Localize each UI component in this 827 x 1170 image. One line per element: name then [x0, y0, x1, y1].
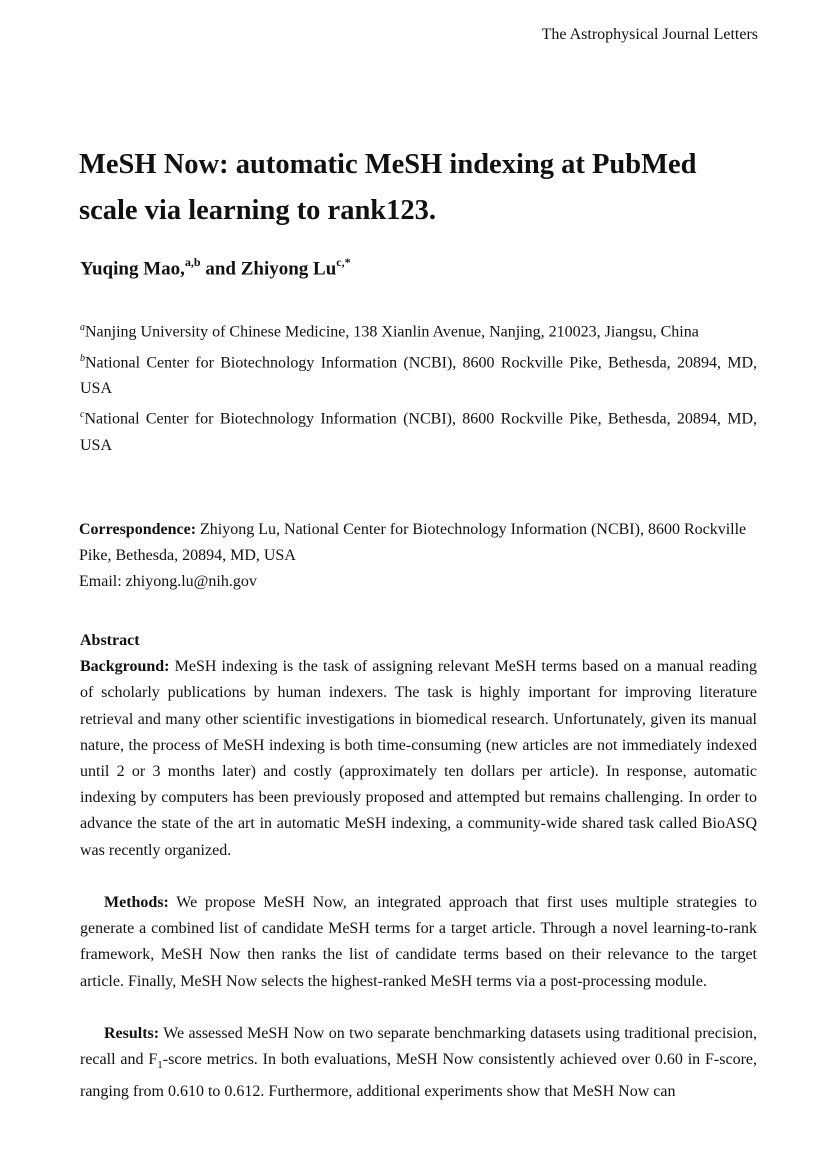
affiliation-c: [80, 402, 757, 459]
journal-name: The Astrophysical Journal Letters: [541, 26, 758, 43]
abstract: [80, 628, 757, 1105]
correspondence-email: Email: zhiyong.lu@nih.gov: [79, 573, 257, 591]
affiliation-a: [80, 315, 757, 346]
author-affiliation-mark: a,b: [184, 255, 201, 269]
abstract-methods: [80, 890, 757, 995]
author-affiliation-mark: c,*: [336, 255, 351, 269]
title-line-1: MeSH Now: automatic MeSH indexing at PubMed: [79, 149, 697, 180]
correspondence-address: [79, 517, 769, 569]
background-text: MeSH indexing is the task of assigning relevant MeSH terms based on a manual reading of scholarly publications by human indexers. The task is highly important for improving literature retrieval and many other scientific investigations in biomedical research. Unfortunately, given its manual nature, the process of MeSH indexing is both time-consuming (new articles are not immediately indexed until 2 or 3 months later) and costly (approximately ten dollars per article). In response, automatic indexing by computers has been previously proposed and attempted but remains challenging. In order to advance the state of the art in automatic MeSH indexing, a community-wide shared task called BioASQ was recently organized.: [80, 658, 757, 859]
correspondence-text: Zhiyong Lu, National Center for Biotechnology Information (NCBI), 8600 Rockville Pike, Bethesda, 20894, MD, USA: [79, 521, 747, 565]
results-text-b: -score metrics. In both evaluations, MeSH Now consistently achieved over 0.60 in F-score, ranging from 0.610 to 0.612. Furthermore, additional experiments show that MeSH Now can: [80, 1051, 758, 1100]
affiliation-mark: c: [80, 409, 85, 421]
author-name: Zhiyong Lu: [240, 258, 337, 280]
abstract-heading: [80, 628, 757, 654]
affiliation-text: National Center for Biotechnology Information (NCBI), 8600 Rockville Pike, Bethesda, 20894, MD, USA: [80, 410, 757, 454]
methods-text: We propose MeSH Now, an integrated approach that first uses multiple strategies to generate a combined list of candidate MeSH terms for a target article. Through a novel learning-to-rank framework, MeSH Now then ranks the list of candidate terms based on their relevance to the target article. Finally, MeSH Now selects the highest-ranked MeSH terms via a post-processing module.: [80, 894, 757, 990]
results-subscript: 1: [157, 1059, 163, 1072]
affiliation-mark: b: [80, 352, 85, 364]
author-name: Yuqing Mao,: [80, 258, 185, 280]
abstract-results: [80, 1021, 757, 1105]
correspondence: [79, 517, 769, 596]
methods-label: Methods:: [104, 894, 169, 912]
title-line-2: scale via learning to rank123.: [79, 195, 437, 226]
author-conjunction: and: [200, 258, 241, 280]
abstract-heading-text: Abstract: [80, 632, 140, 649]
results-text-a: We assessed MeSH Now on two separate benchmarking datasets using traditional precision, recall and F: [80, 1025, 757, 1069]
background-label: Background:: [80, 658, 170, 676]
affiliation-text: National Center for Biotechnology Information (NCBI), 8600 Rockville Pike, Bethesda, 20894, MD, USA: [80, 353, 757, 398]
affiliation-text: Nanjing University of Chinese Medicine, 138 Xianlin Avenue, Nanjing, 210023, Jiangsu, China: [85, 323, 699, 341]
correspondence-label: Correspondence:: [79, 521, 197, 538]
affiliation-mark: a: [80, 322, 85, 333]
paper-title: [79, 142, 769, 234]
affiliations: [80, 315, 757, 459]
affiliation-b: [80, 346, 757, 403]
author-list: [80, 256, 351, 280]
results-label: Results:: [104, 1025, 160, 1043]
abstract-background: [80, 654, 757, 864]
